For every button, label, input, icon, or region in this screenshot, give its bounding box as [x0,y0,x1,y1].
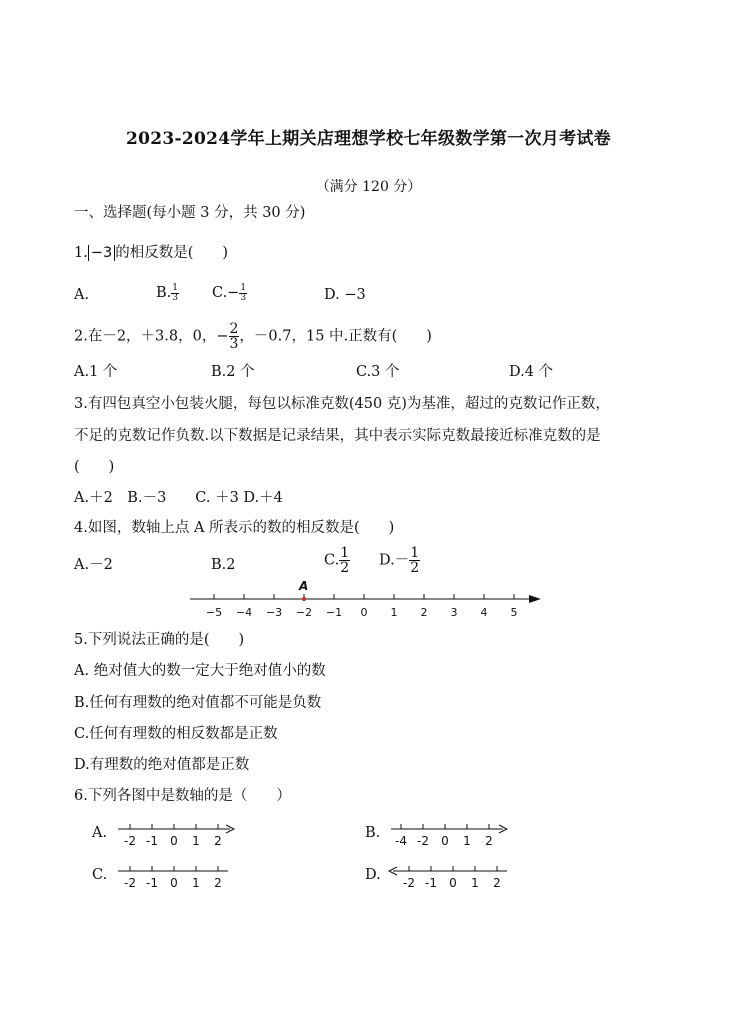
point-a-marker [302,597,306,601]
q4-option-c-fraction [339,546,350,575]
exam-title: 2023-2024学年上期关店理想学校七年级数学第一次月考试卷 [126,129,611,149]
axis-tick-label: 0 [170,834,178,848]
q4-option-d-fraction [409,546,420,575]
question-1-number: 1. [74,245,88,261]
axis-tick-label: 2 [214,876,222,890]
q1-option-c-label: C.− [212,285,240,301]
q6-axis-b [385,820,515,850]
q6-option-d-label: D. [365,867,381,883]
q6-axis-a [112,820,242,850]
question-5: 5.下列说法正确的是( ) [74,632,245,648]
axis-tick-label: −3 [265,606,283,619]
fraction-numerator: 2 [229,321,239,337]
fraction-numerator: 1 [340,545,350,561]
axis-tick-label: -2 [403,876,415,890]
q2-option-d: D.4 个 [509,364,554,380]
axis-tick-label: 1 [390,606,398,619]
axis-tick-label: -2 [124,834,136,848]
fraction-denominator: 2 [410,560,420,576]
q4-number-line [180,574,550,620]
fraction-denominator: 3 [240,292,247,303]
q6-axis-d [385,862,515,892]
axis-tick-label: −5 [205,606,223,619]
q1-option-a: A. [74,287,90,303]
q6-axis-c [112,862,242,892]
q2-option-c: C.3 个 [356,364,400,380]
axis-tick-label: -1 [146,834,158,848]
q1-option-b-fraction [171,284,179,303]
q2-option-b: B.2 个 [211,364,255,380]
axis-arrow [529,595,541,603]
axis-tick-label: 3 [450,606,458,619]
question-1 [74,243,228,263]
absolute-value-expression: −3 [88,245,115,261]
axis-tick-label: 2 [485,834,493,848]
axis-tick-label: 0 [441,834,449,848]
q3-options: A.＋2 B.－3 C. ＋3 D.＋4 [74,490,283,506]
q5-option-c: C.任何有理数的相反数都是正数 [74,726,278,742]
axis-tick-label: -1 [146,876,158,890]
q5-option-b: B.任何有理数的绝对值都不可能是负数 [74,695,322,711]
q6-option-b-label: B. [365,825,381,841]
fraction-denominator: 3 [172,292,178,303]
q1-option-b [156,283,179,303]
axis-tick-label: 2 [493,876,501,890]
q4-option-c-label: C. [324,552,340,569]
q1-option-c [212,283,247,303]
full-score: （满分 120 分） [315,179,422,195]
q1-option-c-fraction [239,284,247,303]
axis-tick-label: 2 [214,834,222,848]
question-6: 6.下列各图中是数轴的是（ ） [74,788,291,804]
fraction-denominator: 2 [340,560,350,576]
q4-option-d [379,546,420,575]
axis-tick-label: -2 [124,876,136,890]
q4-option-d-label: D.－ [379,552,410,569]
question-2-fraction [229,322,240,351]
question-3-line-1: 3.有四包真空小包装火腿，每包以标准克数(450 克)为基准，超过的克数记作正数， [74,396,610,412]
q5-option-d: D.有理数的绝对值都是正数 [74,757,250,773]
fraction-numerator: 1 [410,545,420,561]
q1-option-b-label: B. [156,285,172,301]
axis-tick-label: 1 [471,876,479,890]
q2-option-a: A.1 个 [74,364,118,380]
q4-option-c [324,546,350,575]
question-2-text-end: ，－0.7，15 中.正数有( ) [239,328,432,345]
question-2 [74,322,432,351]
question-2-text-start: 2.在－2，＋3.8，0，− [74,328,229,345]
axis-tick-label: -4 [395,834,407,848]
axis-tick-label: 1 [192,876,200,890]
fraction-numerator: 1 [240,282,247,293]
q5-option-a: A. 绝对值大的数一定大于绝对值小的数 [74,663,326,679]
axis-tick-label: 1 [463,834,471,848]
axis-tick-label: -1 [425,876,437,890]
q4-option-b: B.2 [211,557,236,573]
question-4: 4.如图，数轴上点 A 所表示的数的相反数是( ) [74,520,395,536]
axis-tick-label: 5 [510,606,518,619]
axis-tick-label: 0 [449,876,457,890]
q1-option-d: D. −3 [324,287,366,303]
point-a-label: A [299,579,309,593]
axis-tick-label: −2 [295,606,313,619]
fraction-denominator: 3 [229,336,239,352]
q6-option-a-label: A. [92,825,108,841]
question-3-line-3: ( ) [74,459,115,475]
axis-tick-label: 0 [170,876,178,890]
q6-option-c-label: C. [92,867,108,883]
axis-tick-label: −4 [235,606,253,619]
question-1-text: 的相反数是( ) [115,245,229,261]
fraction-numerator: 1 [172,282,178,293]
section-heading: 一、选择题(每小题 3 分，共 30 分) [74,205,306,221]
question-3-line-2: 不足的克数记作负数.以下数据是记录结果，其中表示实际克数最接近标准克数的是 [74,428,601,444]
axis-tick-label: 0 [360,606,368,619]
axis-tick-label: 2 [420,606,428,619]
q4-option-a: A.－2 [74,557,113,573]
axis-tick-label: 4 [480,606,488,619]
axis-tick-label: -2 [417,834,429,848]
axis-tick-label: 1 [192,834,200,848]
axis-tick-label: −1 [325,606,343,619]
